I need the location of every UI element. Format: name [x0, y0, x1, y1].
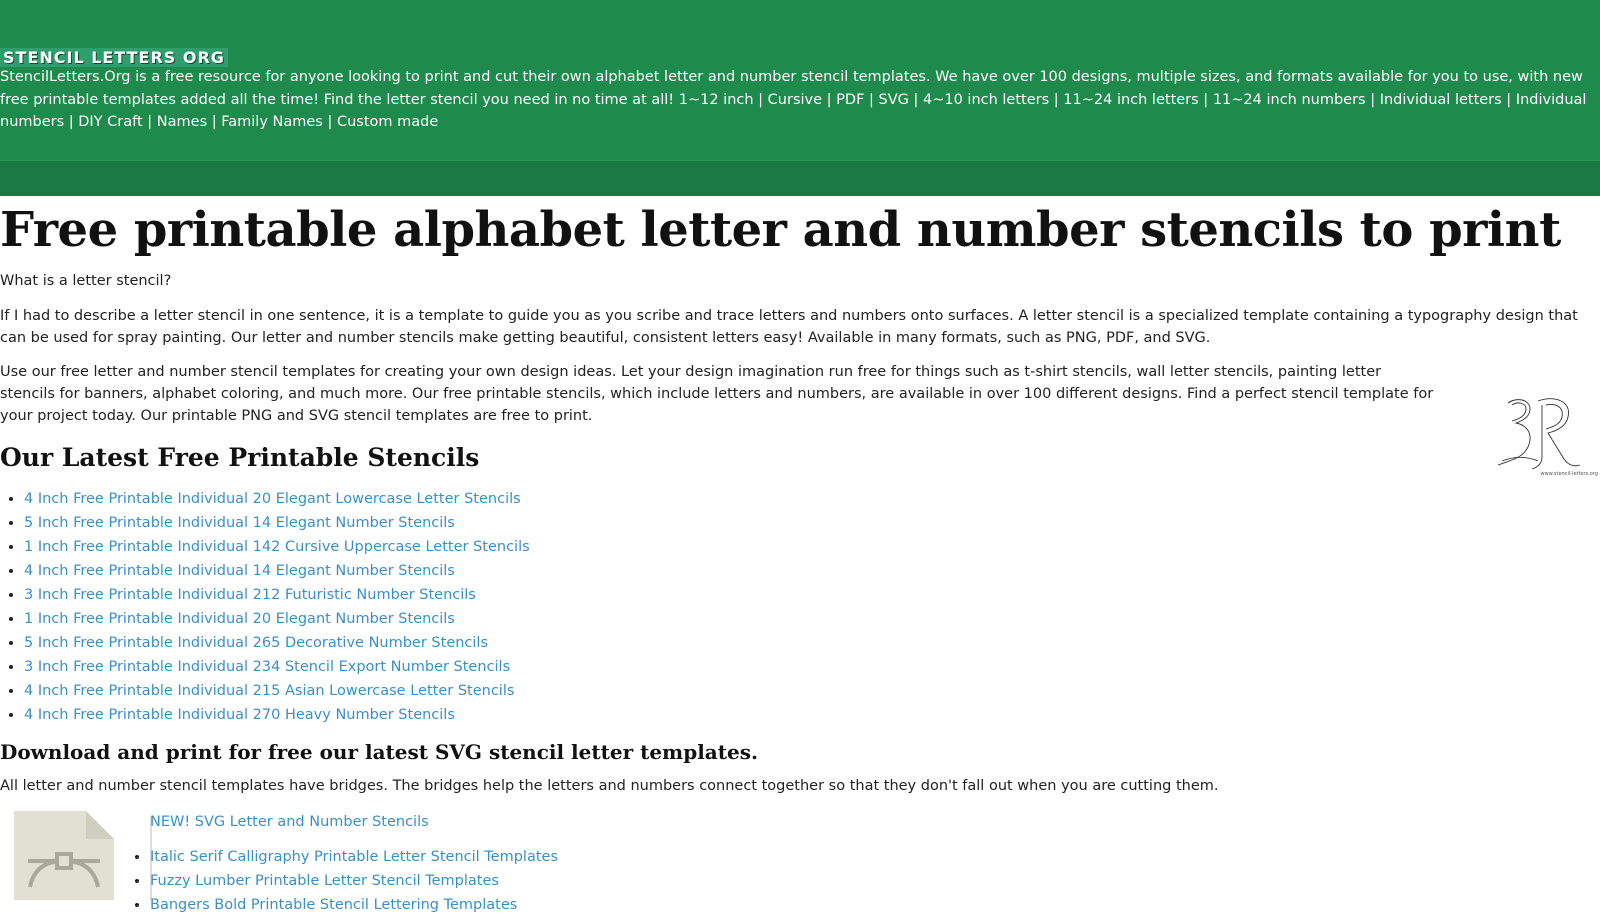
- sample-image-caption: www.stencil-letters.org: [1540, 471, 1598, 477]
- site-logo[interactable]: [0, 48, 228, 67]
- svg-templates-list: [126, 845, 558, 917]
- list-item: [150, 845, 558, 869]
- latest-stencil-link[interactable]: 1 Inch Free Printable Individual 142 Cursive Uppercase Letter Stencils: [24, 539, 530, 555]
- latest-stencil-link[interactable]: 4 Inch Free Printable Individual 270 Heavy Number Stencils: [24, 707, 455, 723]
- nav-link-svg[interactable]: SVG: [878, 91, 909, 108]
- nav-link-11-24-inch-numbers[interactable]: 11~24 inch numbers: [1212, 91, 1366, 108]
- latest-stencil-link[interactable]: 4 Inch Free Printable Individual 14 Elegant Number Stencils: [24, 563, 455, 579]
- nav-separator: |: [1501, 91, 1516, 108]
- nav-link-individual-letters[interactable]: Individual letters: [1379, 91, 1502, 108]
- nav-link-4-10-inch-letters[interactable]: 4~10 inch letters: [922, 91, 1050, 108]
- list-item: [24, 631, 530, 655]
- svg-bridges-note: All letter and number stencil templates have bridges. The bridges help the letters and numbers connect together so that they don't fall out when you are cutting them.: [0, 778, 1219, 794]
- nav-separator: |: [64, 114, 79, 130]
- nav-separator: |: [822, 91, 837, 108]
- list-item: [24, 655, 530, 679]
- list-item: [150, 869, 558, 893]
- list-item: [150, 893, 558, 917]
- nav-link-cursive[interactable]: Cursive: [767, 91, 823, 108]
- nav-separator: |: [322, 114, 337, 130]
- page-title: Free printable alphabet letter and number stencils to print: [0, 202, 1561, 258]
- latest-stencil-link[interactable]: 1 Inch Free Printable Individual 20 Elegant Number Stencils: [24, 611, 455, 627]
- intro-text: StencilLetters.Org is a free resource for anyone looking to print and cut their own alphabet letter and number stencil templates. We have over 100 designs, multiple sizes, and formats available for you to use, with new free printable templates added all the time! Find the letter stencil you need in no time at all!: [0, 69, 1583, 108]
- nav-separator: |: [207, 114, 222, 130]
- latest-stencils-list: [0, 487, 530, 727]
- nav-separator: |: [142, 114, 157, 130]
- list-item: [24, 559, 530, 583]
- svg-template-link[interactable]: Italic Serif Calligraphy Printable Letter Stencil Templates: [150, 849, 559, 865]
- latest-stencil-link[interactable]: 4 Inch Free Printable Individual 20 Elegant Lowercase Letter Stencils: [24, 491, 521, 507]
- list-item: [24, 511, 530, 535]
- site-header: [0, 0, 1600, 160]
- nav-link-names[interactable]: Names: [156, 114, 208, 130]
- latest-stencils-heading: Our Latest Free Printable Stencils: [0, 443, 480, 472]
- nav-separator: |: [864, 91, 879, 108]
- intro-paragraph-2: Use our free letter and number stencil templates for creating your own design ideas. Let your design imagination run free for things such as t-shirt stencils, wall letter stencils, painting letter stencils for banners, alphabet coloring, and much more. Our free printable stencils, which include letters and numbers, are available in over 100 different designs. Find a perfect stencil template for your project today. Our printable PNG and SVG stencil templates are free to print.: [0, 364, 1434, 424]
- nav-link-pdf[interactable]: PDF: [836, 91, 865, 108]
- svg-template-link[interactable]: Fuzzy Lumber Printable Letter Stencil Templates: [150, 873, 499, 889]
- svg-template-link[interactable]: Bangers Bold Printable Stencil Lettering Templates: [150, 897, 518, 913]
- nav-separator: |: [908, 91, 923, 108]
- latest-stencil-link[interactable]: 5 Inch Free Printable Individual 265 Decorative Number Stencils: [24, 635, 489, 651]
- nav-separator: |: [1365, 91, 1380, 108]
- logo-text: STENCIL LETTERS ORG: [3, 48, 225, 67]
- nav-bar: [0, 160, 1600, 196]
- nav-link-1-12-inch[interactable]: 1~12 inch: [678, 91, 754, 108]
- nav-link-family-names[interactable]: Family Names: [221, 114, 323, 130]
- nav-link-individual-numbers[interactable]: Individual numbers: [0, 91, 1587, 130]
- stencil-sample-image: [1494, 395, 1600, 483]
- nav-link-diy-craft[interactable]: DIY Craft: [78, 114, 143, 130]
- nav-separator: |: [1049, 91, 1064, 108]
- list-item: [24, 703, 530, 727]
- nav-link-custom-made[interactable]: Custom made: [336, 114, 439, 130]
- site-intro: [0, 66, 1590, 134]
- letter-stencil-question: What is a letter stencil?: [0, 273, 172, 289]
- latest-stencil-link[interactable]: 3 Inch Free Printable Individual 212 Futuristic Number Stencils: [24, 587, 476, 603]
- list-item: [24, 487, 530, 511]
- list-item: [24, 679, 530, 703]
- new-svg-stencils-link[interactable]: NEW! SVG Letter and Number Stencils: [150, 814, 429, 830]
- svg-file-icon: [14, 811, 114, 900]
- nav-separator: |: [753, 91, 768, 108]
- nav-separator: |: [1198, 91, 1213, 108]
- nav-link-11-24-inch-letters[interactable]: 11~24 inch letters: [1063, 91, 1199, 108]
- intro-paragraph-1: If I had to describe a letter stencil in one sentence, it is a template to guide you as you scribe and trace letters and numbers onto surfaces. A letter stencil is a specialized template containing a typography design that can be used for spray painting. Our letter and number stencils make getting beautiful, consistent letters easy! Available in many formats, such as PNG, PDF, and SVG.: [0, 308, 1578, 346]
- latest-stencil-link[interactable]: 4 Inch Free Printable Individual 215 Asian Lowercase Letter Stencils: [24, 683, 515, 699]
- list-item: [24, 607, 530, 631]
- latest-stencil-link[interactable]: 3 Inch Free Printable Individual 234 Stencil Export Number Stencils: [24, 659, 511, 675]
- list-item: [24, 583, 530, 607]
- latest-stencil-link[interactable]: 5 Inch Free Printable Individual 14 Elegant Number Stencils: [24, 515, 455, 531]
- svg-templates-heading: Download and print for free our latest SVG stencil letter templates.: [0, 740, 758, 764]
- list-item: [24, 535, 530, 559]
